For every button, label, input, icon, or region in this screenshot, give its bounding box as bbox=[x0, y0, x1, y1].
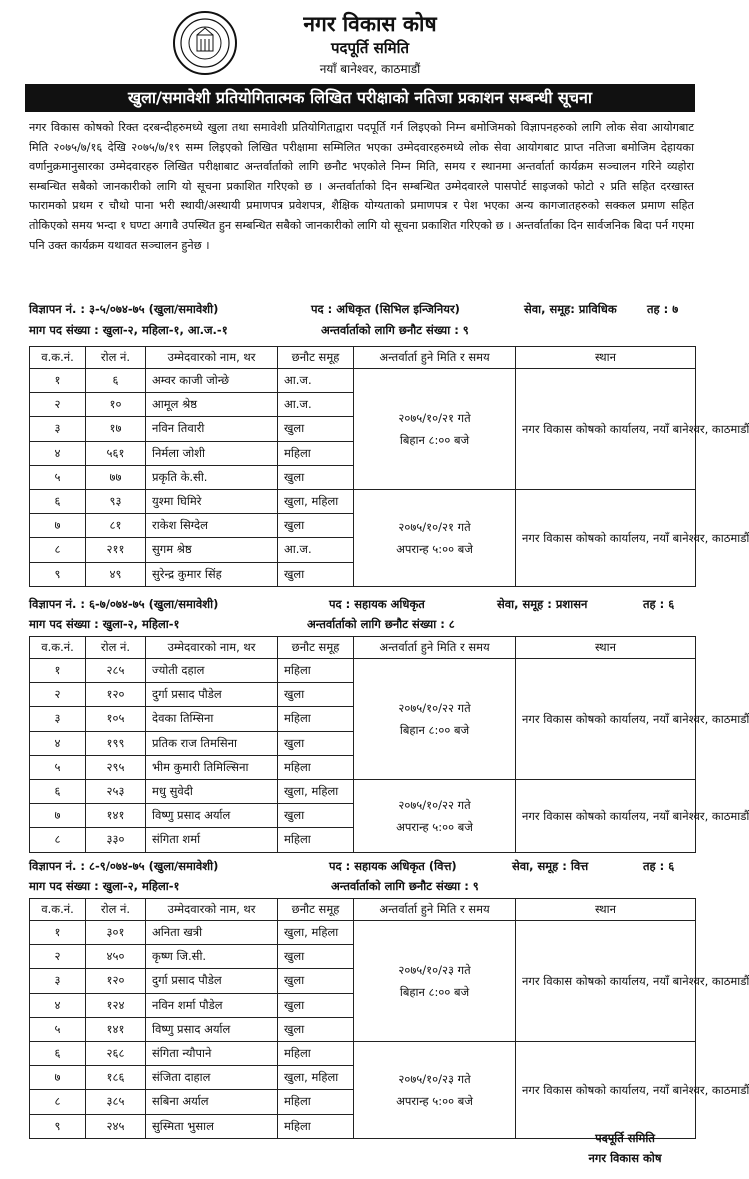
serial-number: ५ bbox=[30, 465, 86, 489]
candidate-name: संगिता न्यौपाने bbox=[146, 1041, 278, 1065]
selection-group: महिला bbox=[278, 1041, 354, 1065]
interview-venue: नगर विकास कोषको कार्यालय, नयाँ बानेश्वर, काठमाडौं bbox=[516, 921, 696, 1042]
selection-group: आ.ज. bbox=[278, 369, 354, 393]
interview-date: २०७५/१०/२२ गते bbox=[398, 700, 471, 715]
service-group: सेवा, समूह : वित्त bbox=[512, 859, 589, 873]
column-header: उम्मेदवारको नाम, थर bbox=[146, 899, 278, 921]
service-group: सेवा, समूह : प्रशासन bbox=[497, 597, 588, 611]
selection-group: खुला bbox=[278, 514, 354, 538]
column-header: व.क.नं. bbox=[30, 347, 86, 369]
serial-number: २ bbox=[30, 393, 86, 417]
level: तह : ६ bbox=[643, 859, 675, 873]
table-header-row bbox=[30, 347, 696, 369]
roll-number: ४५० bbox=[86, 945, 146, 969]
candidate-name: कृष्ण जि.सी. bbox=[146, 945, 278, 969]
table-row bbox=[30, 489, 696, 513]
roll-number: १८६ bbox=[86, 1066, 146, 1090]
serial-number: ३ bbox=[30, 707, 86, 731]
signature-org: नगर विकास कोष bbox=[588, 1151, 662, 1165]
candidate-name: ज्योती दहाल bbox=[146, 659, 278, 683]
serial-number: ८ bbox=[30, 1090, 86, 1114]
selection-group: महिला bbox=[278, 755, 354, 779]
interview-time: बिहान ८:०० बजे bbox=[399, 432, 470, 447]
interview-time: अपरान्ह ५:०० बजे bbox=[396, 819, 473, 834]
roll-number: १० bbox=[86, 393, 146, 417]
serial-number: २ bbox=[30, 945, 86, 969]
candidate-name: नविन तिवारी bbox=[146, 417, 278, 441]
column-header: छनौट समूह bbox=[278, 899, 354, 921]
interview-schedule bbox=[354, 489, 516, 586]
candidate-name: भीम कुमारी तिमिल्सिना bbox=[146, 755, 278, 779]
table-header-row bbox=[30, 637, 696, 659]
roll-number: २६८ bbox=[86, 1041, 146, 1065]
candidate-name: सुगम श्रेष्ठ bbox=[146, 538, 278, 562]
column-header: स्थान bbox=[516, 347, 696, 369]
advertisement-number: विज्ञापन नं. : ३-५/०७४-७५ (खुला/समावेशी) bbox=[29, 302, 219, 316]
roll-number: ३०१ bbox=[86, 921, 146, 945]
candidate-name: मधु सुवेदी bbox=[146, 779, 278, 803]
roll-number: २८५ bbox=[86, 659, 146, 683]
column-header: व.क.नं. bbox=[30, 899, 86, 921]
table-row bbox=[30, 921, 696, 945]
roll-number: १०५ bbox=[86, 707, 146, 731]
serial-number: ६ bbox=[30, 1041, 86, 1065]
selection-group: खुला bbox=[278, 1017, 354, 1041]
roll-number: १२४ bbox=[86, 993, 146, 1017]
roll-number: १४१ bbox=[86, 1017, 146, 1041]
demand-count: माग पद संख्या : खुला-२, महिला-१ bbox=[29, 879, 180, 893]
org-address: नयाँ बानेश्वर, काठमाडौं bbox=[319, 62, 421, 76]
demand-count: माग पद संख्या : खुला-२, महिला-१ bbox=[29, 617, 180, 631]
serial-number: ६ bbox=[30, 779, 86, 803]
selection-group: खुला bbox=[278, 683, 354, 707]
candidate-name: युश्मा घिमिरे bbox=[146, 489, 278, 513]
advertisement-number: विज्ञापन नं. : ६-७/०७४-७५ (खुला/समावेशी) bbox=[29, 597, 219, 611]
column-header: रोल नं. bbox=[86, 637, 146, 659]
roll-number: २५३ bbox=[86, 779, 146, 803]
interview-venue: नगर विकास कोषको कार्यालय, नयाँ बानेश्वर, काठमाडौं bbox=[516, 489, 696, 586]
interview-time: अपरान्ह ५:०० बजे bbox=[396, 1093, 473, 1108]
column-header: उम्मेदवारको नाम, थर bbox=[146, 347, 278, 369]
candidate-name: विष्णु प्रसाद अर्याल bbox=[146, 1017, 278, 1041]
roll-number: ६ bbox=[86, 369, 146, 393]
serial-number: ८ bbox=[30, 828, 86, 852]
notice-body: नगर विकास कोषको रिक्त दरबन्दीहरुमध्ये खुला तथा समावेशी प्रतियोगिताद्वारा पदपूर्ति गर्न लिइएको निम्न बमोजिमको विज्ञापनहरुको लागि लोक सेवा आयोगबाट मिति २०७५/७/१६ देखि २०७५/७/१९ सम्म लिइएको लिखित परीक्षामा सम्मिलित भएका उम्मेदवारहरुमध्ये लोक सेवा आयोगबाट प्राप्त नतिजा बमोजिम देहायका वर्णानुक्रमानुसारका उम्मेदवारहरु लिखित परीक्षाबाट अन्तर्वार्ताको लागि छनौट भएकोले निम्न मिति, समय र स्थानमा अन्तर्वार्ता कार्यक्रम सञ्चालन गरिने व्यहोरा सम्बन्धित सबैको जानकारीको लागि यो सूचना प्रकाशित गरिएको छ । अन्तर्वार्ताको दिन सम्बन्धित उम्मेदवारले पासपोर्ट साइजको फोटो २ प्रति सहित दरखास्त फारामको प्रथम र चौथो पाना भरी स्थायी/अस्थायी प्रमाणपत्र प्रवेशपत्र, शैक्षिक योग्यताको प्रमाणपत्र र पेश भएका अन्य कागजातहरुको सक्कल प्रमाण सहित तोकिएको समय भन्दा १ घण्टा अगावै उपस्थित हुन सम्बन्धित सबैको जानकारीको लागि यो सूचना प्रकाशित गरिएको छ । अन्तर्वार्ताका दिन सार्वजनिक बिदा पर्न गएमा पनि उक्त कार्यक्रम यथावत सञ्चालन हुनेछ । bbox=[29, 121, 694, 252]
serial-number: १ bbox=[30, 369, 86, 393]
roll-number: ३३० bbox=[86, 828, 146, 852]
signature-committee: पदपूर्ति समिति bbox=[595, 1131, 655, 1145]
roll-number: ३८५ bbox=[86, 1090, 146, 1114]
interview-venue: नगर विकास कोषको कार्यालय, नयाँ बानेश्वर, काठमाडौं bbox=[516, 779, 696, 852]
interview-date: २०७५/१०/२१ गते bbox=[398, 519, 471, 534]
serial-number: ७ bbox=[30, 804, 86, 828]
roll-number: ७७ bbox=[86, 465, 146, 489]
serial-number: ९ bbox=[30, 562, 86, 586]
interview-schedule bbox=[354, 659, 516, 780]
column-header: स्थान bbox=[516, 899, 696, 921]
column-header: अन्तर्वार्ता हुने मिति र समय bbox=[354, 899, 516, 921]
serial-number: ९ bbox=[30, 1114, 86, 1138]
column-header: अन्तर्वार्ता हुने मिति र समय bbox=[354, 637, 516, 659]
candidate-name: आमूल श्रेष्ठ bbox=[146, 393, 278, 417]
candidate-name: राकेश सिग्देल bbox=[146, 514, 278, 538]
serial-number: ४ bbox=[30, 993, 86, 1017]
selection-group: महिला bbox=[278, 659, 354, 683]
selected-count: अन्तर्वार्ताको लागि छनौट संख्या : ९ bbox=[321, 323, 469, 337]
selection-group: खुला bbox=[278, 969, 354, 993]
serial-number: ८ bbox=[30, 538, 86, 562]
section-2-meta-line-2 bbox=[29, 617, 699, 635]
selection-group: महिला bbox=[278, 707, 354, 731]
column-header: व.क.नं. bbox=[30, 637, 86, 659]
candidate-name: संजिता दाहाल bbox=[146, 1066, 278, 1090]
candidate-name: प्रकृति के.सी. bbox=[146, 465, 278, 489]
section-1-meta-line-1 bbox=[29, 302, 699, 320]
post-title: पद : सहायक अधिकृत (वित्त) bbox=[329, 859, 457, 873]
serial-number: ४ bbox=[30, 441, 86, 465]
serial-number: ६ bbox=[30, 489, 86, 513]
selection-group: खुला bbox=[278, 993, 354, 1017]
interview-schedule bbox=[354, 1041, 516, 1138]
selection-group: आ.ज. bbox=[278, 538, 354, 562]
selection-group: खुला, महिला bbox=[278, 921, 354, 945]
table-row bbox=[30, 1041, 696, 1065]
candidate-name: विष्णु प्रसाद अर्याल bbox=[146, 804, 278, 828]
roll-number: २११ bbox=[86, 538, 146, 562]
table-row bbox=[30, 369, 696, 393]
selection-group: खुला, महिला bbox=[278, 489, 354, 513]
result-table-3 bbox=[29, 898, 749, 1139]
roll-number: ५६१ bbox=[86, 441, 146, 465]
committee-name: पदपूर्ति समिति bbox=[330, 39, 410, 57]
serial-number: ५ bbox=[30, 1017, 86, 1041]
roll-number: १२० bbox=[86, 683, 146, 707]
roll-number: २४५ bbox=[86, 1114, 146, 1138]
serial-number: ४ bbox=[30, 731, 86, 755]
candidate-name: सुरेन्द्र कुमार सिंह bbox=[146, 562, 278, 586]
selection-group: महिला bbox=[278, 441, 354, 465]
roll-number: १४१ bbox=[86, 804, 146, 828]
interview-venue: नगर विकास कोषको कार्यालय, नयाँ बानेश्वर, काठमाडौं bbox=[516, 1041, 696, 1138]
candidate-name: प्रतिक राज तिमसिना bbox=[146, 731, 278, 755]
interview-time: बिहान ८:०० बजे bbox=[399, 722, 470, 737]
serial-number: २ bbox=[30, 683, 86, 707]
serial-number: ३ bbox=[30, 417, 86, 441]
section-1-meta-line-2 bbox=[29, 323, 699, 341]
level: तह : ७ bbox=[647, 302, 679, 316]
serial-number: ७ bbox=[30, 514, 86, 538]
notice-title-banner: खुला/समावेशी प्रतियोगितात्मक लिखित परीक्षाको नतिजा प्रकाशन सम्बन्धी सूचना bbox=[25, 84, 695, 112]
column-header: रोल नं. bbox=[86, 347, 146, 369]
result-table-2 bbox=[29, 636, 749, 853]
selected-count: अन्तर्वार्ताको लागि छनौट संख्या : ८ bbox=[307, 617, 455, 631]
candidate-name: निर्मला जोशी bbox=[146, 441, 278, 465]
post-title: पद : अधिकृत (सिभिल इन्जिनियर) bbox=[311, 302, 460, 316]
selection-group: खुला bbox=[278, 804, 354, 828]
selected-count: अन्तर्वार्ताको लागि छनौट संख्या : ९ bbox=[331, 879, 479, 893]
selection-group: खुला bbox=[278, 562, 354, 586]
demand-count: माग पद संख्या : खुला-२, महिला-१, आ.ज.-१ bbox=[29, 323, 228, 337]
interview-venue: नगर विकास कोषको कार्यालय, नयाँ बानेश्वर, काठमाडौं bbox=[516, 659, 696, 780]
section-3-meta-line-1 bbox=[29, 859, 699, 877]
selection-group: महिला bbox=[278, 1090, 354, 1114]
selection-group: खुला bbox=[278, 731, 354, 755]
roll-number: २९५ bbox=[86, 755, 146, 779]
interview-schedule bbox=[354, 779, 516, 852]
org-name: नगर विकास कोष bbox=[303, 12, 437, 36]
interview-time: अपरान्ह ५:०० बजे bbox=[396, 541, 473, 556]
selection-group: खुला, महिला bbox=[278, 779, 354, 803]
interview-date: २०७५/१०/२३ गते bbox=[398, 1071, 471, 1086]
serial-number: १ bbox=[30, 659, 86, 683]
selection-group: आ.ज. bbox=[278, 393, 354, 417]
candidate-name: संगिता शर्मा bbox=[146, 828, 278, 852]
org-seal-icon bbox=[172, 10, 238, 76]
advertisement-number: विज्ञापन नं. : ८-९/०७४-७५ (खुला/समावेशी) bbox=[29, 859, 219, 873]
roll-number: १९९ bbox=[86, 731, 146, 755]
selection-group: खुला, महिला bbox=[278, 1066, 354, 1090]
candidate-name: अनिता खत्री bbox=[146, 921, 278, 945]
candidate-name: दुर्गा प्रसाद पौडेल bbox=[146, 969, 278, 993]
serial-number: ३ bbox=[30, 969, 86, 993]
selection-group: खुला bbox=[278, 945, 354, 969]
column-header: अन्तर्वार्ता हुने मिति र समय bbox=[354, 347, 516, 369]
roll-number: ८१ bbox=[86, 514, 146, 538]
interview-schedule bbox=[354, 921, 516, 1042]
selection-group: महिला bbox=[278, 828, 354, 852]
roll-number: ९३ bbox=[86, 489, 146, 513]
selection-group: खुला bbox=[278, 417, 354, 441]
selection-group: महिला bbox=[278, 1114, 354, 1138]
column-header: रोल नं. bbox=[86, 899, 146, 921]
interview-date: २०७५/१०/२३ गते bbox=[398, 962, 471, 977]
table-row bbox=[30, 779, 696, 803]
interview-schedule bbox=[354, 369, 516, 490]
service-group: सेवा, समूह: प्राविधिक bbox=[524, 302, 617, 316]
candidate-name: अम्वर काजी जोन्छे bbox=[146, 369, 278, 393]
candidate-name: सुस्मिता भुसाल bbox=[146, 1114, 278, 1138]
column-header: स्थान bbox=[516, 637, 696, 659]
level: तह : ६ bbox=[643, 597, 675, 611]
page-header bbox=[0, 0, 723, 82]
section-2-meta-line-1 bbox=[29, 597, 699, 615]
serial-number: १ bbox=[30, 921, 86, 945]
serial-number: ५ bbox=[30, 755, 86, 779]
column-header: छनौट समूह bbox=[278, 347, 354, 369]
section-3-meta-line-2 bbox=[29, 879, 699, 897]
serial-number: ७ bbox=[30, 1066, 86, 1090]
candidate-name: नविन शर्मा पौडेल bbox=[146, 993, 278, 1017]
table-row bbox=[30, 659, 696, 683]
interview-time: बिहान ८:०० बजे bbox=[399, 984, 470, 999]
interview-date: २०७५/१०/२१ गते bbox=[398, 410, 471, 425]
roll-number: १७ bbox=[86, 417, 146, 441]
interview-venue: नगर विकास कोषको कार्यालय, नयाँ बानेश्वर, काठमाडौं bbox=[516, 369, 696, 490]
candidate-name: दुर्गा प्रसाद पौडेल bbox=[146, 683, 278, 707]
interview-date: २०७५/१०/२२ गते bbox=[398, 797, 471, 812]
candidate-name: सबिना अर्याल bbox=[146, 1090, 278, 1114]
roll-number: १२० bbox=[86, 969, 146, 993]
roll-number: ४९ bbox=[86, 562, 146, 586]
table-header-row bbox=[30, 899, 696, 921]
candidate-name: देवका तिम्सिना bbox=[146, 707, 278, 731]
post-title: पद : सहायक अधिकृत bbox=[329, 597, 425, 611]
selection-group: खुला bbox=[278, 465, 354, 489]
column-header: उम्मेदवारको नाम, थर bbox=[146, 637, 278, 659]
column-header: छनौट समूह bbox=[278, 637, 354, 659]
result-table-1 bbox=[29, 346, 749, 587]
